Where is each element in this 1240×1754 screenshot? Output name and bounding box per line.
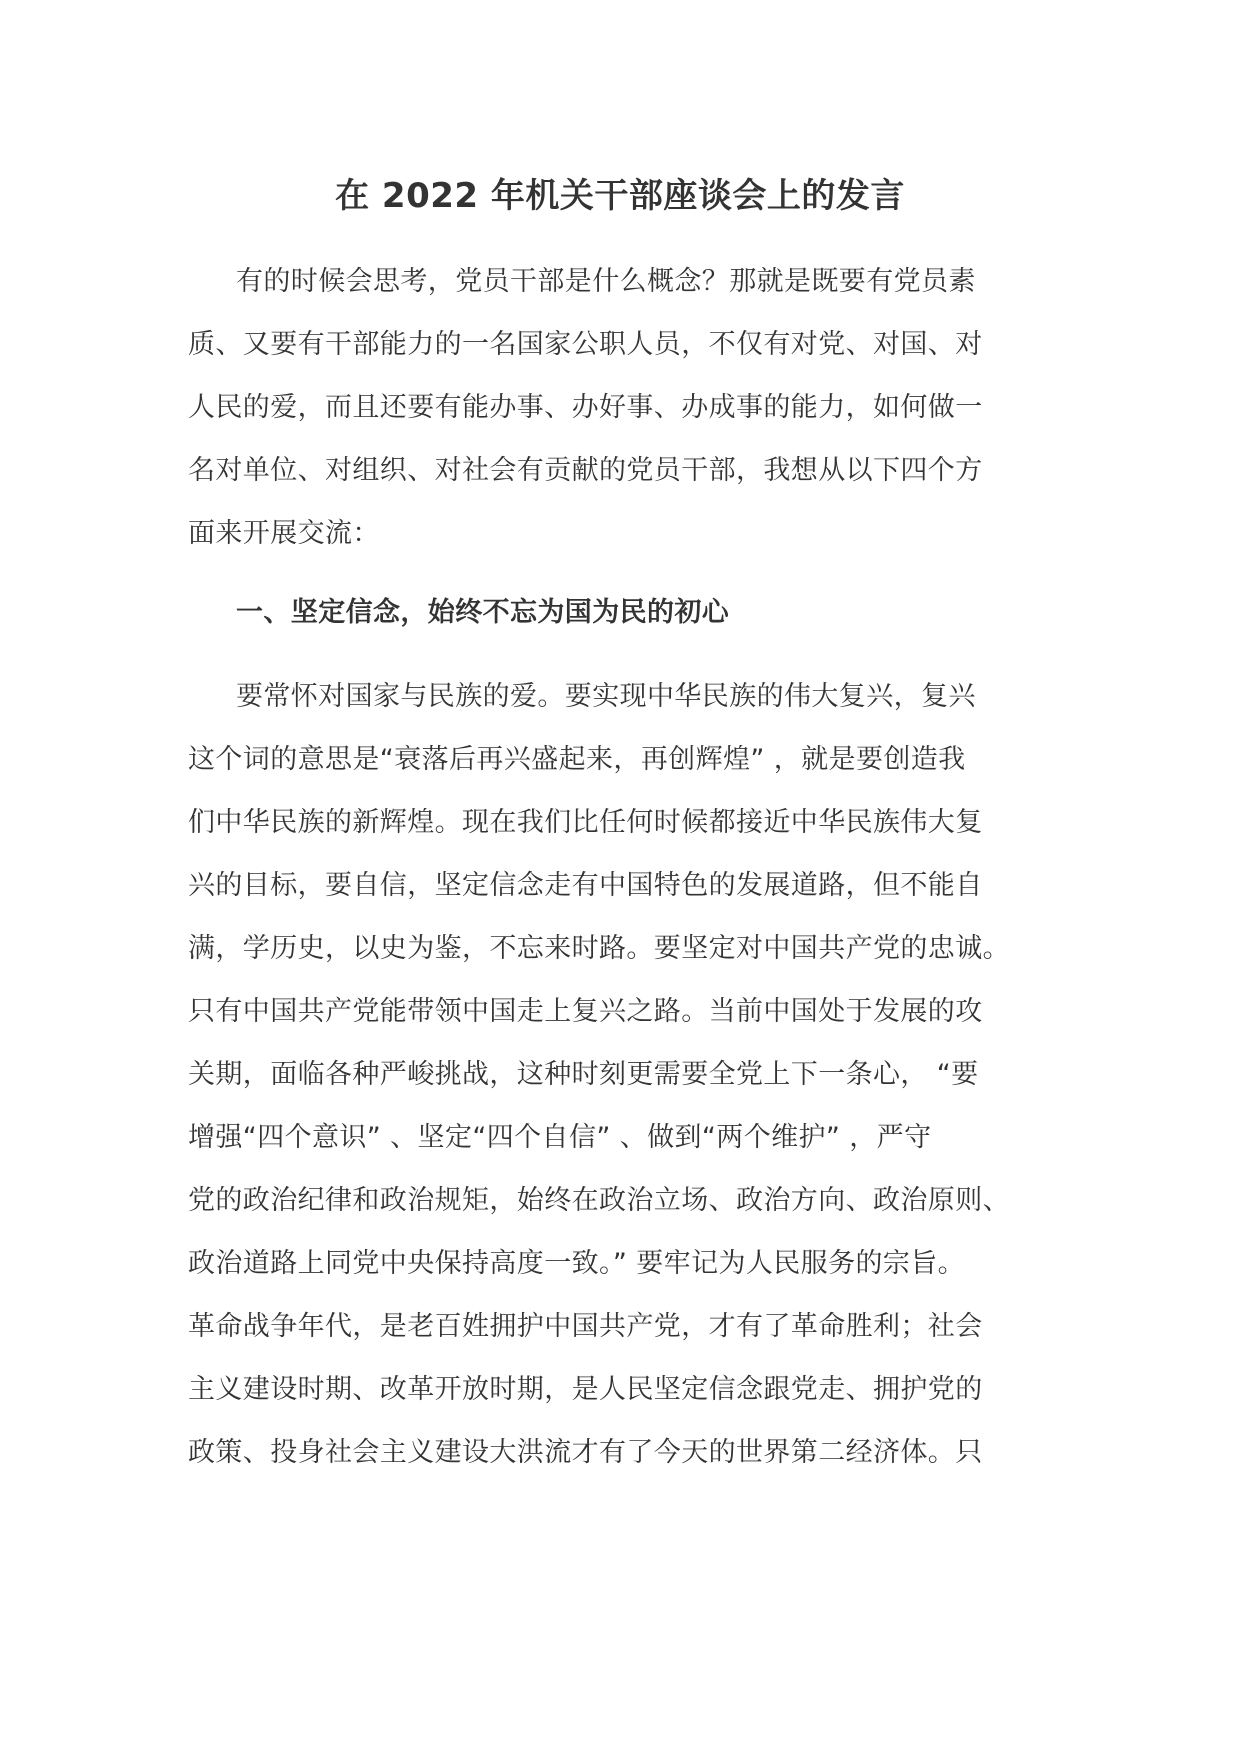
- paragraph-2-line: 满，学历史，以史为鉴，不忘来时路。要坚定对中国共产党的忠诚。: [188, 933, 1010, 964]
- document-title: 在 2022 年机关干部座谈会上的发言: [335, 176, 905, 216]
- paragraph-2-line: 党的政治纪律和政治规矩，始终在政治立场、政治方向、政治原则、: [188, 1185, 1010, 1216]
- section-1-heading: 一、坚定信念，始终不忘为国为民的初心: [236, 597, 730, 628]
- paragraph-1-line: 人民的爱，而且还要有能办事、办好事、办成事的能力，如何做一: [188, 392, 983, 423]
- paragraph-2-line: 政策、投身社会主义建设大洪流才有了今天的世界第二经济体。只: [188, 1437, 983, 1468]
- paragraph-1-line: 质、又要有干部能力的一名国家公职人员，不仅有对党、对国、对: [188, 329, 983, 360]
- paragraph-2-line: 这个词的意思是“衰落后再兴盛起来，再创辉煌” ，就是要创造我: [188, 744, 966, 775]
- paragraph-2-line: 革命战争年代，是老百姓拥护中国共产党，才有了革命胜利；社会: [188, 1311, 983, 1342]
- paragraph-1-line: 有的时候会思考，党员干部是什么概念？那就是既要有党员素: [236, 266, 976, 297]
- paragraph-2-line: 主义建设时期、改革开放时期，是人民坚定信念跟党走、拥护党的: [188, 1374, 983, 1405]
- paragraph-2-line: 们中华民族的新辉煌。现在我们比任何时候都接近中华民族伟大复: [188, 807, 983, 838]
- paragraph-2-line: 政治道路上同党中央保持高度一致。” 要牢记为人民服务的宗旨。: [188, 1248, 966, 1279]
- paragraph-2-line: 要常怀对国家与民族的爱。要实现中华民族的伟大复兴，复兴: [236, 681, 976, 712]
- paragraph-2-line: 关期，面临各种严峻挑战，这种时刻更需要全党上下一条心， “要: [188, 1059, 979, 1090]
- paragraph-2-line: 增强“四个意识” 、坚定“四个自信” 、做到“两个维护” ，严守: [188, 1122, 932, 1153]
- paragraph-1-line: 名对单位、对组织、对社会有贡献的党员干部，我想从以下四个方: [188, 455, 983, 486]
- paragraph-2-line: 只有中国共产党能带领中国走上复兴之路。当前中国处于发展的攻: [188, 996, 983, 1027]
- paragraph-2-line: 兴的目标，要自信，坚定信念走有中国特色的发展道路，但不能自: [188, 870, 983, 901]
- paragraph-1-line: 面来开展交流：: [188, 518, 380, 549]
